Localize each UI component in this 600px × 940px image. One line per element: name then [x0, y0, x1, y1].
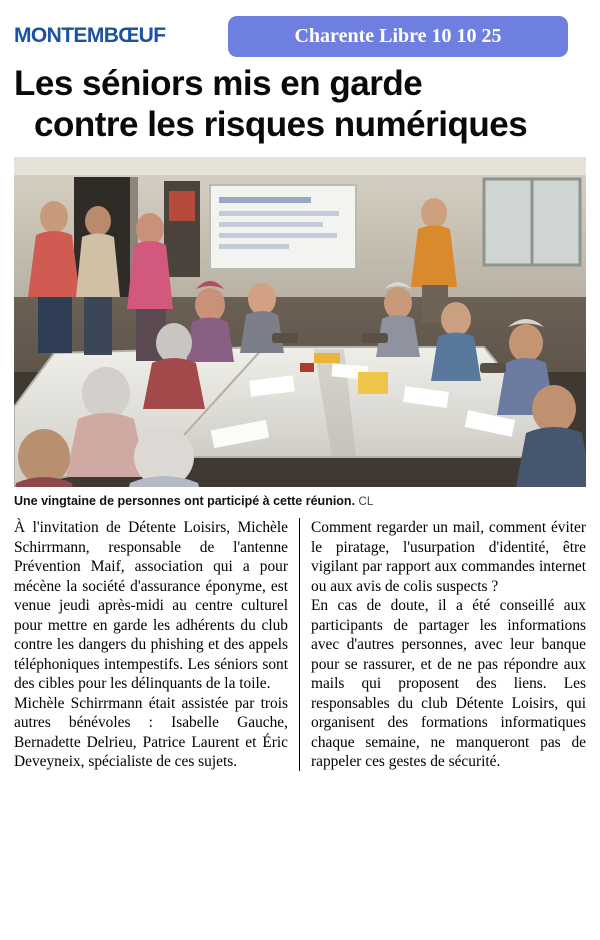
paragraph: Michèle Schirrmann était assistée par trois autres bénévoles : Isabelle Gauche, Bernadette Delrieu, Patrice Laurent et Éric Deveyneix, spécialiste de ces sujets. — [14, 694, 288, 770]
headline-line-2: contre les risques numériques — [34, 104, 528, 144]
article-photo — [14, 157, 586, 487]
photo-caption — [14, 494, 586, 508]
page-title — [14, 64, 586, 145]
body-column-left — [14, 518, 300, 771]
header — [14, 14, 586, 58]
masthead-title: MONTEMBŒUF — [14, 24, 166, 47]
headline-line-1: Les séniors mis en garde — [14, 64, 423, 103]
article-body — [14, 518, 586, 771]
caption-text: Une vingtaine de personnes ont participé à cette réunion. — [14, 494, 356, 509]
paragraph: À l'invitation de Détente Loisirs, Michèle Schirrmann, responsable de l'antenne Prévention Maif, association qui a pour mécène la société d'assurance éponyme, est venue jeudi après-midi au centre culturel pour mettre en garde les adhérents du club contre les dangers du phishing et des appels téléphoniques intempestifs. Les séniors sont des cibles pour les délinquants de la toile. — [14, 519, 288, 693]
body-column-right — [300, 518, 586, 771]
photo-illustration — [14, 157, 586, 487]
source-badge: Charente Libre 10 10 25 — [228, 16, 568, 57]
paragraph: Comment regarder un mail, comment éviter le piratage, l'usurpation d'identité, être vigilant par rapport aux commandes internet ou aux avis de colis suspects ? — [311, 519, 586, 595]
photo-credit: CL — [358, 496, 374, 509]
paragraph: En cas de doute, il a été conseillé aux participants de partager les informations avec d'autres personnes, avec leur banque pour se rassurer, et de ne pas répondre aux mails qui proposent des liens. Les responsables du club Détente Loisirs, qui organisent des formations informatiques chaque semaine, ne manqueront pas de rappeler ces gestes de sécurité. — [311, 597, 586, 770]
